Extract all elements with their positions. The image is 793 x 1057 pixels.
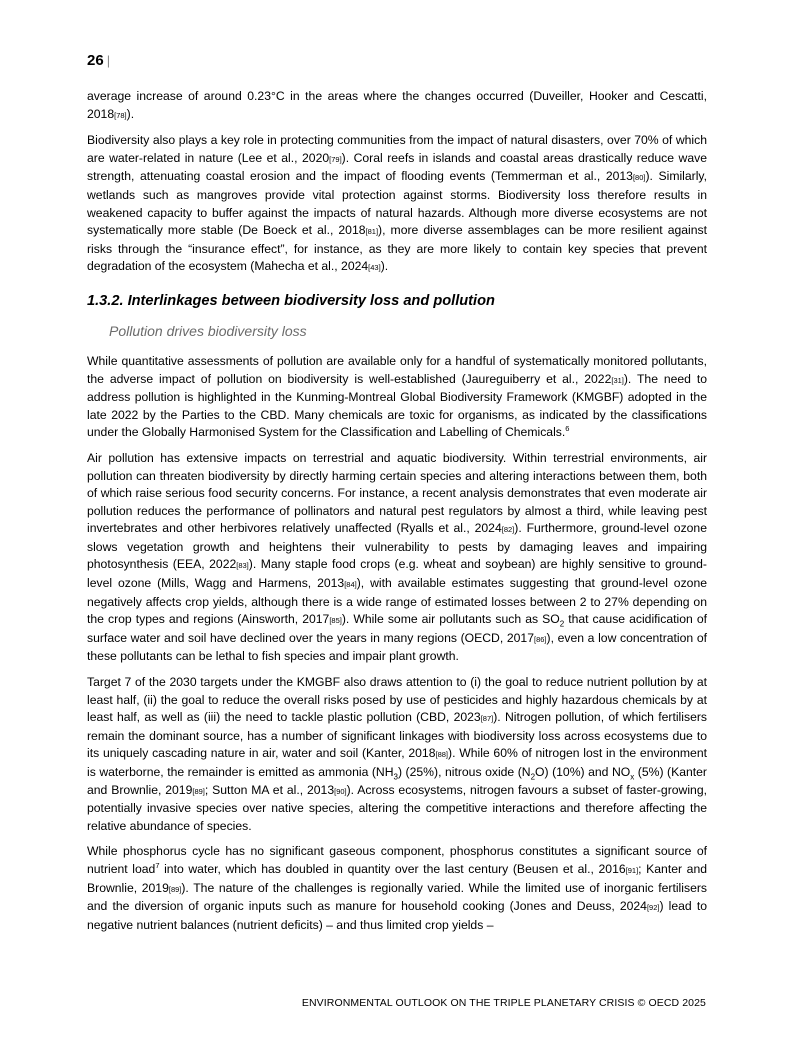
text: ). The need to address pollution is highlighted in the Kunming-Montreal Global Biodiversity Framework (KMGBF) adopted in the late 2022 by the Parties to the CBD. Many chemicals are toxic for organisms, as indicated by the classifications under the Globally Harmonised System for the Classification and Labelling of Chemicals.	[87, 371, 707, 440]
citation-ref[interactable]: [92]	[646, 903, 660, 913]
header-separator: |	[106, 53, 111, 68]
citation-ref[interactable]: [80]	[632, 173, 646, 183]
page-footer: ENVIRONMENTAL OUTLOOK ON THE TRIPLE PLANETARY CRISIS © OECD 2025	[301, 997, 706, 1009]
page-content	[87, 88, 707, 942]
footnote-marker[interactable]: 7	[155, 860, 160, 870]
text: average increase of around 0.23°C in the areas where the changes occurred (Duveiller, Hooker and Cescatti, 2018	[87, 89, 707, 121]
text: ). Coral reefs in islands and coastal areas drastically reduce wave strength, attenuating coastal erosion and the impact of flooding events (Temmerman et al., 2013	[87, 150, 707, 184]
page-number: 26	[87, 52, 104, 69]
text: ). Across ecosystems, nitrogen favours a subset of faster-growing, potentially invasive species over native species, altering the competitive interactions and therefore affecting the relative abundance of species.	[87, 782, 707, 833]
text: ). Furthermore, ground-level ozone slows vegetation growth and heightens their vulnerability to pests by damaging leaves and impairing photosynthesis (EEA, 2022	[87, 521, 707, 572]
paragraph-pollution-assessments	[87, 353, 707, 442]
text: Biodiversity also plays a key role in protecting communities from the impact of natural disasters, over 70% of which are water-related in nature (Lee et al., 2020	[87, 133, 707, 165]
paragraph-air-pollution	[87, 450, 707, 666]
text: ), even a low concentration of these pollutants can be lethal to fish species and impair plant growth.	[87, 630, 707, 664]
text: into water, which has doubled in quantity over the last century (Beusen et al., 2016	[159, 861, 626, 876]
paragraph-phosphorus	[87, 843, 707, 934]
paragraph-natural-disasters	[87, 132, 707, 277]
citation-ref[interactable]: [82]	[501, 525, 515, 535]
text: ) (25%), nitrous oxide (N	[397, 765, 531, 779]
paragraph-target-7	[87, 674, 707, 835]
citation-ref[interactable]: [31]	[611, 375, 624, 385]
citation-ref[interactable]: [83]	[236, 561, 249, 571]
text: ; Kanter and Brownlie, 2019	[87, 861, 707, 895]
chemical-subscript: 3	[393, 772, 398, 782]
citation-ref[interactable]: [85]	[329, 616, 342, 626]
section-heading: 1.3.2. Interlinkages between biodiversity loss and pollution	[87, 292, 495, 309]
citation-ref[interactable]: [78]	[114, 110, 127, 120]
citation-ref[interactable]: [79]	[329, 154, 342, 164]
text: (5%) (Kanter and Brownlie, 2019	[87, 765, 707, 797]
text: While quantitative assessments of pollution are available only for a handful of systematically monitored pollutants, the adverse impact of pollution on biodiversity is well-established (Jaureguiberry et al., 2022	[87, 353, 707, 386]
citation-ref[interactable]: [88]	[435, 750, 449, 760]
citation-ref[interactable]: [43]	[368, 263, 381, 273]
text: O) (10%) and NO	[535, 765, 631, 779]
text: ).	[126, 106, 135, 121]
text: ).	[380, 259, 389, 274]
chemical-subscript: 2	[530, 772, 536, 782]
text: Target 7 of the 2030 targets under the KMGBF also draws attention to (i) the goal to reduce nutrient pollution by at least half, (ii) the goal to reduce the overall risks posed by use of pesticides and highly hazardous chemicals by at least half, as well as (iii) the need to tackle plastic pollution (CBD, 2023	[87, 675, 707, 725]
text: ). Similarly, wetlands such as mangroves provide vital protection against storms. Biodiversity loss therefore results in weakened capacity to buffer against the impacts of natural hazards. Although more diverse ecosystems are not systematically more stable (De Boeck et al., 2018	[87, 169, 708, 238]
citation-ref[interactable]: [84]	[344, 580, 357, 590]
text: While phosphorus cycle has no significant gaseous component, phosphorus constitutes a significant source of nutrient load	[87, 844, 707, 876]
text: ; Sutton MA et al., 2013	[204, 782, 335, 797]
citation-ref[interactable]: [91]	[625, 865, 639, 875]
citation-ref[interactable]: [90]	[334, 786, 347, 796]
text: ). Nitrogen pollution, of which fertilisers remain the dominant source, has a number of significant linkages with biodiversity loss across ecosystems due to its uniquely cascading nature in air, water and soil (Kanter, 2018	[87, 710, 707, 761]
citation-ref[interactable]: [89]	[192, 786, 205, 796]
text: ). While 60% of nitrogen lost in the environment is waterborne, the remainder is emitted as ammonia (NH	[87, 746, 708, 779]
citation-ref[interactable]: [86]	[534, 634, 547, 644]
footnote-marker[interactable]: 6	[565, 424, 570, 434]
text: ). Many staple food crops (e.g. wheat and soybean) are highly sensitive to ground-level ozone (Mills, Wagg and Harmens, 2013	[87, 557, 707, 591]
citation-ref[interactable]: [81]	[365, 227, 379, 237]
text: ) lead to negative nutrient balances (nutrient deficits) – and thus limited crop yields –	[87, 899, 707, 932]
citation-ref[interactable]: [87]	[480, 714, 494, 724]
chemical-subscript: x	[630, 772, 635, 782]
text: ), with available estimates suggesting that ground-level ozone negatively affects crop yields, although there is a wide range of estimated losses between 2 to 27% depending on the crop types and regions (Ainsworth, 2017	[87, 576, 708, 627]
chemical-subscript: 2	[559, 619, 565, 629]
citation-ref[interactable]: [89]	[168, 884, 182, 894]
text: ), more diverse assemblages can be more resilient against risks through the “insurance effect”, for instance, as they are more likely to contain key species that prevent degradation of the ecosystem (Mahecha et al., 2024	[87, 223, 708, 274]
paragraph-continuation	[87, 88, 707, 124]
text: ). While some air pollutants such as SO	[341, 612, 560, 627]
text: Air pollution has extensive impacts on terrestrial and aquatic biodiversity. Within terrestrial environments, air pollution can threaten biodiversity by directly harming certain species and altering interactions between them, both of which raise serious food security concerns. For instance, a recent analysis demonstrates that even moderate air pollution reduces the performance of pollinators and natural pest regulators by almost a third, while leaving pest invertebrates and other herbivores relatively unaffected (Ryalls et al., 2024	[87, 450, 707, 536]
text: that cause acidification of surface water and soil have declined over the years in many regions (OECD, 2017	[87, 612, 707, 645]
page-header	[87, 52, 110, 69]
subsection-heading: Pollution drives biodiversity loss	[109, 322, 307, 339]
text: ). The nature of the challenges is regionally varied. While the limited use of inorganic fertilisers and the diversion of organic inputs such as manure for household cooking (Jones and Deuss, 2024	[87, 880, 707, 914]
